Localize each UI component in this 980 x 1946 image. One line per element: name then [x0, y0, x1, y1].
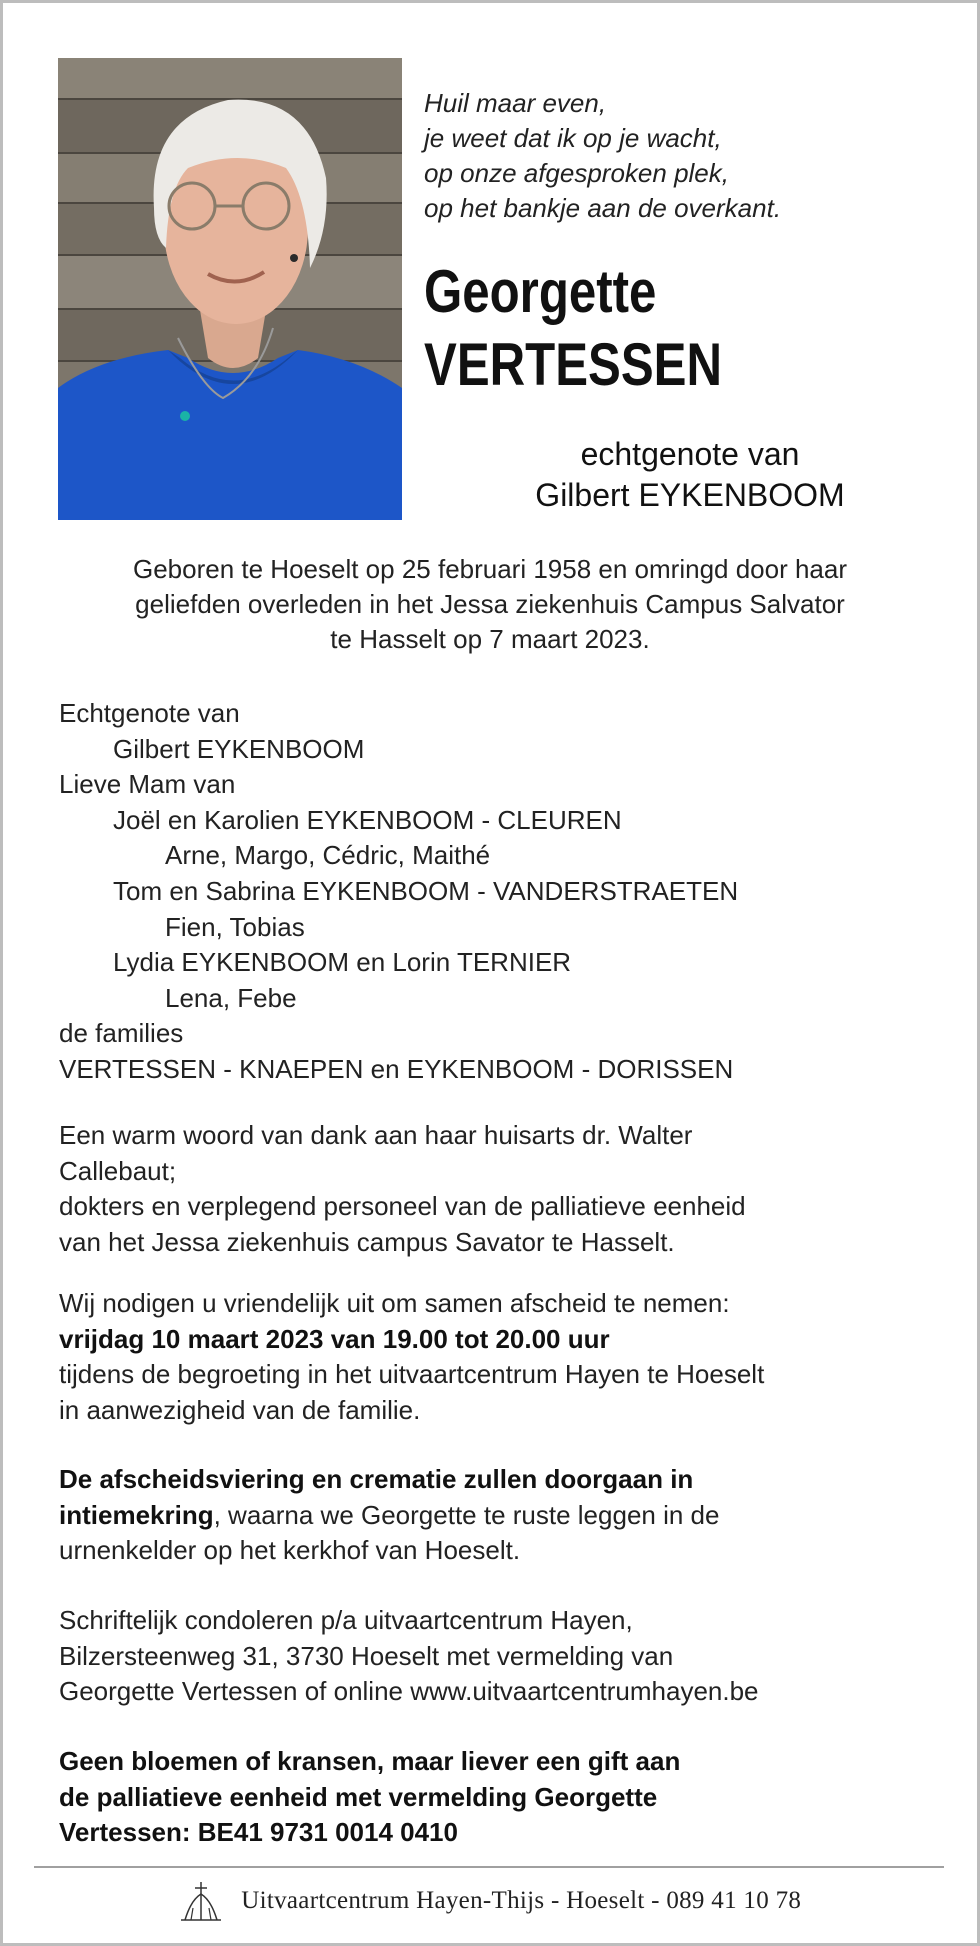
condolences-line: Schriftelijk condoleren p/a uitvaartcentrum Hayen,	[59, 1605, 633, 1635]
family-line: VERTESSEN - KNAEPEN en EYKENBOOM - DORISSEN	[59, 1053, 734, 1084]
poem-line: op onze afgesproken plek,	[424, 158, 729, 188]
gift-paragraph	[59, 1744, 939, 1851]
family-list	[59, 696, 939, 1088]
family-line: Joël en Karolien EYKENBOOM - CLEUREN	[113, 804, 622, 835]
family-line: Fien, Tobias	[165, 911, 305, 942]
spouse-block	[460, 434, 920, 516]
invitation-date: vrijdag 10 maart 2023 van 19.00 tot 20.00 uur	[59, 1323, 610, 1354]
ceremony-line: , waarna we Georgette te ruste leggen in de	[213, 1499, 720, 1530]
thanks-line: dokters en verplegend personeel van de palliatieve eenheid	[59, 1191, 746, 1221]
footer-text: Uitvaartcentrum Hayen-Thijs - Hoeselt - 089 41 10 78	[241, 1887, 802, 1914]
family-line: Lydia EYKENBOOM en Lorin TERNIER	[113, 947, 572, 978]
invitation-line: tijdens de begroeting in het uitvaartcentrum Hayen te Hoeselt	[59, 1359, 765, 1389]
poem-line: op het bankje aan de overkant.	[424, 193, 782, 223]
family-line: de families	[59, 1018, 184, 1049]
family-line: Lieve Mam van	[59, 769, 236, 800]
ceremony-line: urnenkelder op het kerkhof van Hoeselt.	[59, 1535, 521, 1565]
birth-death-line: te Hasselt op 7 maart 2023.	[330, 624, 650, 654]
deceased-name	[424, 255, 722, 401]
condolences-paragraph	[59, 1603, 939, 1710]
spouse-name: Gilbert EYKENBOOM	[535, 477, 845, 513]
birth-death-line: geliefden overleden in het Jessa ziekenhuis Campus Salvator	[135, 589, 845, 619]
invitation-line: in aanwezigheid van de familie.	[59, 1394, 421, 1425]
poem	[424, 86, 944, 226]
gift-line: de palliatieve eenheid met vermelding Georgette	[59, 1781, 658, 1812]
ceremony-bold-line: De afscheidsviering en crematie zullen doorgaan in	[59, 1464, 694, 1494]
thanks-line: van het Jessa ziekenhuis campus Savator te Hasselt.	[59, 1226, 675, 1257]
spouse-label: echtgenote van	[580, 436, 800, 472]
thanks-line: Callebaut;	[59, 1155, 177, 1186]
footer-divider	[34, 1866, 944, 1868]
ceremony-bold-word: intiemekring	[59, 1499, 214, 1530]
family-line: Lena, Febe	[165, 982, 297, 1013]
condolences-line: Bilzersteenweg 31, 3730 Hoeselt met vermelding van	[59, 1640, 674, 1671]
footer	[40, 1880, 940, 1924]
condolences-line: Georgette Vertessen of online www.uitvaartcentrumhayen.be	[59, 1676, 759, 1706]
deceased-first-name: Georgette	[424, 258, 657, 325]
portrait-photo	[58, 58, 402, 520]
family-line: Gilbert EYKENBOOM	[113, 733, 365, 764]
deceased-last-name: VERTESSEN	[424, 331, 723, 398]
thanks-line: Een warm woord van dank aan haar huisarts dr. Walter	[59, 1120, 693, 1150]
family-line: Echtgenote van	[59, 698, 240, 728]
funeral-home-logo-icon	[179, 1880, 223, 1922]
gift-line: Vertessen: BE41 9731 0014 0410	[59, 1817, 458, 1847]
ceremony-paragraph	[59, 1462, 939, 1569]
family-line: Arne, Margo, Cédric, Maithé	[165, 840, 491, 871]
thanks-paragraph	[59, 1118, 939, 1260]
invitation-paragraph	[59, 1286, 939, 1428]
birth-death-line: Geboren te Hoeselt op 25 februari 1958 en omringd door haar	[132, 554, 848, 584]
gift-line: Geen bloemen of kransen, maar liever een gift aan	[59, 1746, 681, 1776]
poem-line: je weet dat ik op je wacht,	[424, 123, 722, 153]
poem-line: Huil maar even,	[424, 88, 607, 118]
invitation-line: Wij nodigen u vriendelijk uit om samen afscheid te nemen:	[59, 1288, 730, 1318]
family-line: Tom en Sabrina EYKENBOOM - VANDERSTRAETEN	[113, 875, 739, 906]
birth-death-text	[40, 552, 940, 657]
